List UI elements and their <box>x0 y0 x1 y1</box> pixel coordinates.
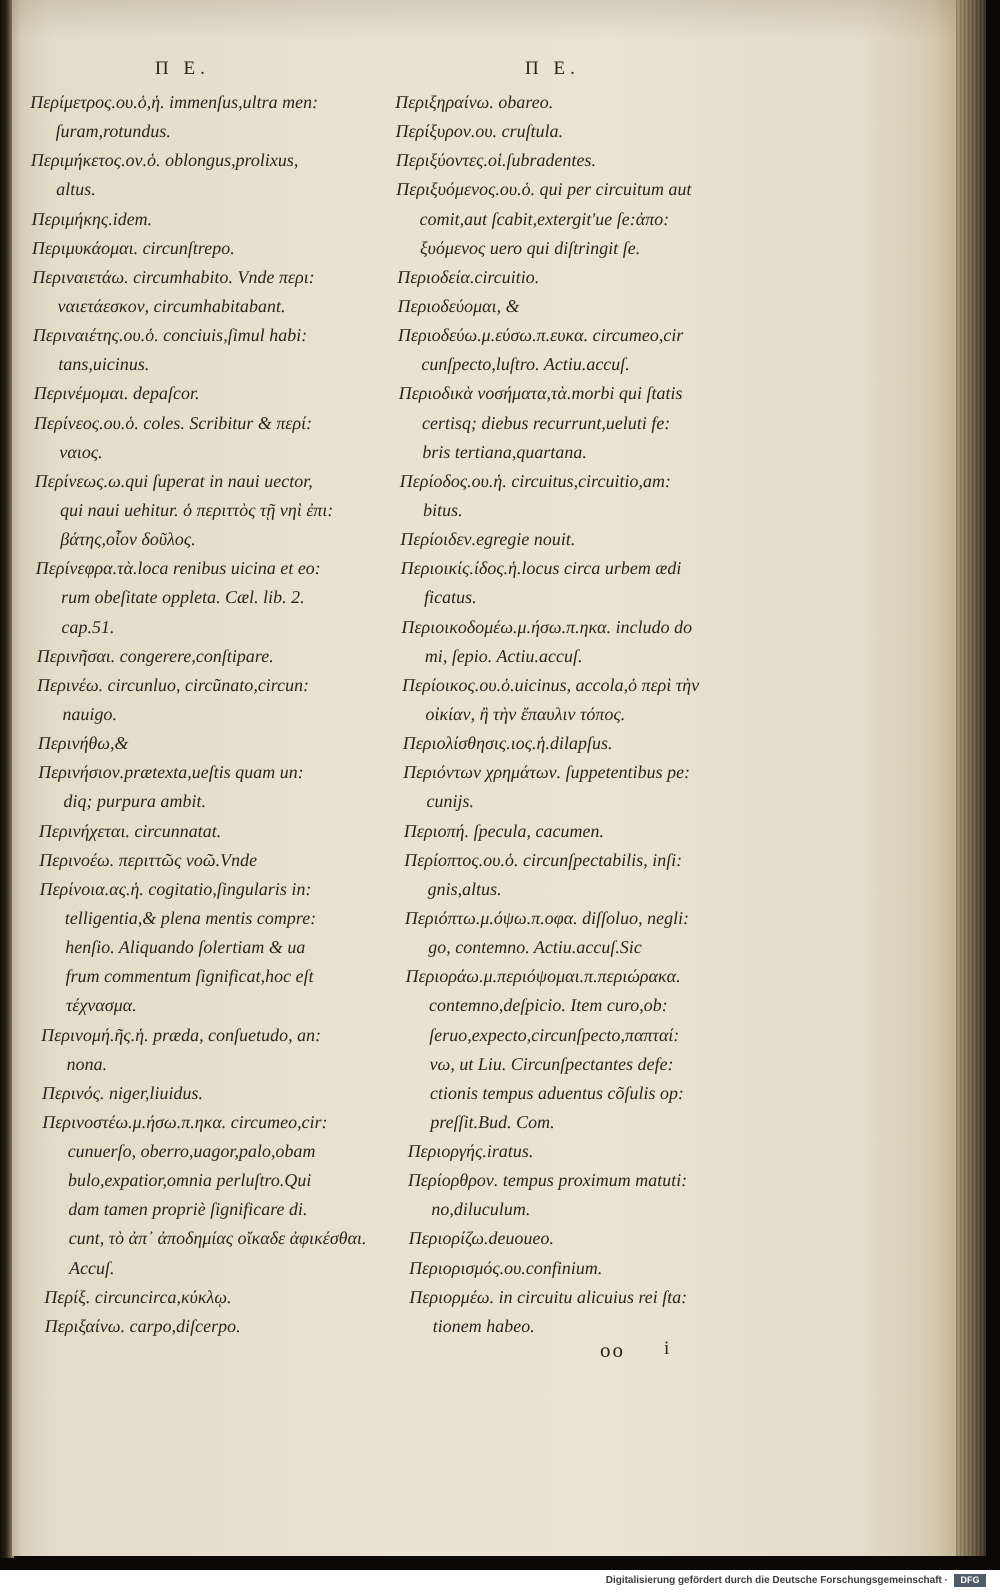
headword-line: Περιοδεύω.μ.εύσω.π.ευκα. circumeo,cir <box>397 325 684 346</box>
headword-line: Περιξαίνω. carpo,diſcerpo. <box>44 1315 241 1336</box>
headword-line: Περιοργής.iratus. <box>407 1141 534 1162</box>
continuation-line: ξυόμενος uero qui diſtringit ſe. <box>419 237 641 258</box>
continuation-line: altus. <box>56 179 96 200</box>
headword-line: Περίοικος.ου.ὁ.uicinus, accola,ὁ περὶ τὴν <box>401 674 700 695</box>
left-column <box>30 88 405 1341</box>
headword-line: Περινήσιον.prætexta,ueſtis quam un: <box>38 762 304 783</box>
continuation-line: cunuerſo, oberro,uagor,palo,obam <box>67 1141 316 1162</box>
continuation-line: τέχνασμα. <box>65 995 137 1016</box>
continuation-line: βάτης,οἷον δοῦλος. <box>60 529 196 550</box>
headword-line: Περιμήκης.idem. <box>31 208 153 229</box>
continuation-line: bris tertiana,quartana. <box>422 441 587 462</box>
headword-line: Περιορμέω. in circuitu alicuius rei ſta: <box>409 1286 688 1307</box>
continuation-line: no,diluculum. <box>431 1199 531 1220</box>
continuation-line: certisq; diebus recurrunt,ueluti fe: <box>421 412 671 433</box>
continuation-line: cunſpecto,luſtro. Actiu.accuſ. <box>421 354 630 375</box>
headword-line: Περίορθρον. tempus proximum matuti: <box>407 1170 688 1191</box>
continuation-line: νω, ut Liu. Circunſpectantes defe: <box>429 1053 674 1074</box>
continuation-line: Accuſ. <box>68 1257 115 1278</box>
headword-line: Περιναιετάω. circumhabito. Vnde περι: <box>32 266 315 287</box>
continuation-line: bitus. <box>422 499 463 520</box>
headword-line: Περινέμομαι. depaſcor. <box>33 383 200 404</box>
continuation-line: go, contemno. Actiu.accuſ.Sic <box>428 937 642 958</box>
continuation-line: ctionis tempus aduentus cõſulis op: <box>429 1082 685 1103</box>
digitization-footer <box>0 1570 1000 1592</box>
headword-line: Περιοδεία.circuitio. <box>397 266 540 287</box>
headword-line: Περιμήκετος.ον.ὁ. oblongus,prolixus, <box>30 150 299 171</box>
headword-line: Περιολίσθησις.ιος.ἡ.dilapſus. <box>402 733 613 754</box>
funding-credit: Digitalisierung gefördert durch die Deutsche Forschungsgemeinschaft · <box>605 1575 948 1586</box>
continuation-line: tionem habeo. <box>432 1315 535 1336</box>
running-head-left: Π Ε. <box>155 58 210 79</box>
continuation-line: tans,uicinus. <box>58 354 150 375</box>
continuation-line: ναιος. <box>59 441 103 462</box>
signature-leaf-mark: i <box>664 1338 670 1359</box>
continuation-line: cunijs. <box>426 791 475 812</box>
continuation-line: gnis,altus. <box>427 878 502 899</box>
headword-line: Περιόντων χρημάτων. ſuppetentibus pe: <box>403 762 691 783</box>
headword-line: Περίοιδεν.egregie nouit. <box>400 529 576 550</box>
continuation-line: telligentia,& plena mentis compre: <box>64 907 317 928</box>
headword-line: Περίξυρον.ου. cruſtula. <box>395 121 564 142</box>
headword-line: Περινοστέω.μ.ήσω.π.ηκα. circumeo,cir: <box>42 1111 328 1132</box>
headword-line: Περινός. niger,liuidus. <box>41 1082 204 1103</box>
signature-mark: oo <box>600 1338 625 1362</box>
headword-line: Περιοπή. ſpecula, cacumen. <box>403 820 605 841</box>
headword-line: Περιορίζω.deuoueo. <box>408 1228 555 1249</box>
headword-line: Περιοράω.μ.περιόψομαι.π.περιώρακα. <box>405 966 681 987</box>
headword-line: Περίοδος.ου.ἡ. circuitus,circuitio,am: <box>399 470 672 491</box>
continuation-line: bulo,expatior,omnia perluſtro.Qui <box>67 1170 312 1191</box>
headword-line: Περιορισμός.ου.confinium. <box>408 1257 603 1278</box>
continuation-line: dam tamen propriè ſignificare di. <box>68 1199 308 1220</box>
continuation-line: οἰκίαν, ἢ τὴν ἔπαυλιν τόπος. <box>425 703 626 724</box>
continuation-line: qui naui uehitur. ὁ περιττὸς τῇ νηὶ ἐπι: <box>59 499 334 520</box>
headword-line: Περιοικοδομέω.μ.ήσω.π.ηκα. includo do <box>401 616 693 637</box>
continuation-line: diq; purpura ambit. <box>63 791 207 812</box>
headword-line: Περινήθω,& <box>37 733 129 754</box>
continuation-line: contemno,deſpicio. Item curo,ob: <box>428 995 668 1016</box>
continuation-line: ſeruo,expecto,circunſpecto,παπταί: <box>429 1024 680 1045</box>
headword-line: Περίνεως.ω.qui ſuperat in naui uector, <box>34 470 313 491</box>
book-page <box>12 0 956 1556</box>
continuation-line: nona. <box>66 1053 108 1074</box>
headword-line: Περιόπτω.μ.όψω.π.οφα. diſſoluo, negli: <box>404 907 690 928</box>
continuation-line: ficatus. <box>423 587 477 608</box>
page-stack-edges <box>956 0 986 1556</box>
continuation-line: nauigo. <box>62 703 118 724</box>
headword-line: Περινομή.ῆς.ἡ. præda, conſuetudo, an: <box>41 1024 322 1045</box>
headword-line: Περίξ. circuncirca,κύκλῳ. <box>44 1286 232 1307</box>
continuation-line: cunt, τὸ ἀπ᾽ ἀποδημίας οἴκαδε ἀφικέσθαι. <box>68 1228 367 1249</box>
headword-line: Περιοδικὰ νοσήματα,τὰ.morbi qui ſtatis <box>398 383 683 404</box>
continuation-line: preſſit.Bud. Com. <box>430 1111 555 1132</box>
continuation-line: ſuram,rotundus. <box>55 121 171 142</box>
dfg-logo-icon: DFG <box>954 1574 986 1587</box>
headword-line: Περινήχεται. circunnatat. <box>38 820 222 841</box>
headword-line: Περιμυκάομαι. circunſtrepo. <box>31 237 235 258</box>
headword-line: Περιοικίς.ίδος.ἡ.locus circa urbem ædi <box>400 558 682 579</box>
continuation-line: ναιετάεσκον, circumhabitabant. <box>57 295 286 316</box>
headword-line: Περίοπτος.ου.ὁ. circunſpectabilis, inſi: <box>404 849 683 870</box>
continuation-line: comit,aut ſcabit,extergit'ue ſe:ἀπο: <box>419 208 670 229</box>
headword-line: Περινῆσαι. congerere,conſtipare. <box>36 645 274 666</box>
continuation-line: rum obeſitate oppleta. Cæl. lib. 2. <box>60 587 305 608</box>
headword-line: Περινοέω. περιττῶς νοῶ.Vnde <box>39 849 258 870</box>
headword-line: Περίμετρος.ου.ὁ,ἡ. immenſus,ultra men: <box>30 92 319 112</box>
continuation-line: frum commentum ſignificat,hoc eſt <box>65 966 314 987</box>
right-column <box>395 88 770 1341</box>
continuation-line: mi, ſepio. Actiu.accuſ. <box>424 645 583 666</box>
headword-line: Περιξηραίνω. obareo. <box>395 92 554 112</box>
headword-line: Περιοδεύομαι, & <box>397 295 520 316</box>
headword-line: Περίνεφρα.τὰ.loca renibus uicina et eo: <box>35 558 321 579</box>
headword-line: Περιναιέτης.ου.ὁ. conciuis,ſimul habi: <box>32 325 308 346</box>
continuation-line: henſio. Aliquando ſolertiam & ua <box>65 937 306 958</box>
headword-line: Περιξυόμενος.ου.ὁ. qui per circuitum aut <box>396 179 692 200</box>
headword-line: Περινέω. circunluo, circũnato,circun: <box>36 674 310 695</box>
running-head-right: Π Ε. <box>525 58 580 79</box>
headword-line: Περιξύοντες.οἱ.ſubradentes. <box>395 150 597 171</box>
continuation-line: cap.51. <box>61 616 115 637</box>
headword-line: Περίνοια.ας.ἡ. cogitatio,ſingularis in: <box>39 878 312 899</box>
headword-line: Περίνεος.ου.ὁ. coles. Scribitur & περί: <box>33 412 313 433</box>
